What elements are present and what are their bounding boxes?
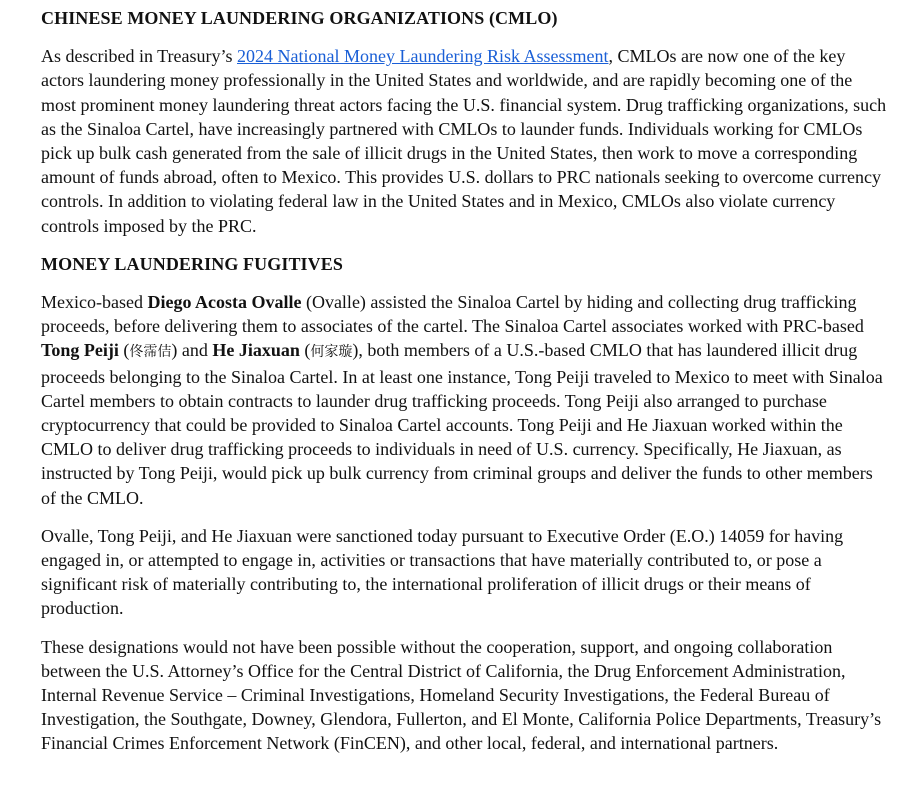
name-tong-peiji: Tong Peiji: [41, 340, 119, 361]
name-he-jiaxuan: He Jiaxuan: [212, 340, 300, 361]
press-release-document: [41, 6, 891, 770]
fugitives-text-2: (Ovalle) assisted the Sinaloa Cartel by hiding and collecting drug trafficking proceeds, before delivering them to associates of the cartel. The Sinaloa Cartel associates worked with PRC-based: [41, 292, 864, 337]
name-he-jiaxuan-chinese: 何家璇: [310, 344, 353, 361]
fugitives-text-3: , both members of a U.S.-based CMLO that has laundered illicit drug proceeds belonging to the Sinaloa Cartel. In at least one instance, Tong Peiji traveled to Mexico to meet with Sinaloa Cartel members to obtain contracts to launder drug trafficking proceeds. Tong Peiji also arranged to purchase cryptocurrency that could be provided to Sinaloa Cartel accounts. Tong Peiji and He Jiaxuan worked within the CMLO to deliver drug trafficking proceeds to individuals in need of U.S. currency. Specifically, He Jiaxuan, as instructed by Tong Peiji, would pick up bulk currency from criminal groups and deliver the funds to other members of the CMLO.: [41, 340, 883, 508]
cmlo-paragraph-intro: As described in Treasury’s: [41, 46, 237, 67]
risk-assessment-link[interactable]: 2024 National Money Laundering Risk Assessment: [237, 46, 609, 67]
section-heading-cmlo: CHINESE MONEY LAUNDERING ORGANIZATIONS (CMLO): [41, 8, 558, 28]
fugitives-paragraph: Mexico-based Diego Acosta Ovalle (Ovalle) assisted the Sinaloa Cartel by hiding and collecting drug trafficking proceeds, before delivering them to associates of the cartel. The Sinaloa Cartel associates worked with PRC-based Tong Peiji (佟霈佶) and He Jiaxuan (何家璇), both members of a U.S.-based CMLO that has laundered illicit drug proceeds belonging to the Sinaloa Cartel. In at least one instance, Tong Peiji traveled to Mexico to meet with Sinaloa Cartel members to obtain contracts to launder drug trafficking proceeds. Tong Peiji also arranged to purchase cryptocurrency that could be provided to Sinaloa Cartel accounts. Tong Peiji and He Jiaxuan worked within the CMLO to deliver drug trafficking proceeds to individuals in need of U.S. currency. Specifically, He Jiaxuan, as instructed by Tong Peiji, would pick up bulk currency from criminal groups and deliver the funds to other members of the CMLO.: [41, 292, 883, 508]
acknowledgements-paragraph: These designations would not have been possible without the cooperation, support, and ongoing collaboration between the U.S. Attorney’s Office for the Central District of California, the Drug Enforcement Administration, Internal Revenue Service – Criminal Investigations, Homeland Security Investigations, the Federal Bureau of Investigation, the Southgate, Downey, Glendora, Fullerton, and El Monte, California Police Departments, Treasury’s Financial Crimes Enforcement Network (FinCEN), and other local, federal, and international partners.: [41, 636, 882, 754]
fugitives-text-1: Mexico-based: [41, 292, 148, 313]
sanctions-paragraph: Ovalle, Tong Peiji, and He Jiaxuan were sanctioned today pursuant to Executive Order (E.O.) 14059 for having engaged in, or attempted to engage in, activities or transactions that have materially contributed to, or pose a significant risk of materially contributing to, the international proliferation of illicit drugs or their means of production.: [41, 525, 844, 619]
name-diego-acosta-ovalle: Diego Acosta Ovalle: [147, 292, 302, 313]
section-heading-fugitives: MONEY LAUNDERING FUGITIVES: [41, 253, 343, 274]
cmlo-paragraph-body: , CMLOs are now one of the key actors laundering money professionally in the United States and worldwide, and are rapidly becoming one of the most prominent money laundering threat actors facing the U.S. financial system. Drug trafficking organizations, such as the Sinaloa Cartel, have increasingly partnered with CMLOs to launder funds. Individuals working for CMLOs pick up bulk cash generated from the sale of illicit drugs in the United States, then work to move a corresponding amount of funds abroad, often to Mexico. This provides U.S. dollars to PRC nationals seeking to overcome currency controls. In addition to violating federal law in the United States and in Mexico, CMLOs also violate currency controls imposed by the PRC.: [41, 46, 887, 236]
cmlo-paragraph: [41, 44, 891, 238]
name-tong-peiji-chinese: 佟霈佶: [129, 344, 172, 361]
